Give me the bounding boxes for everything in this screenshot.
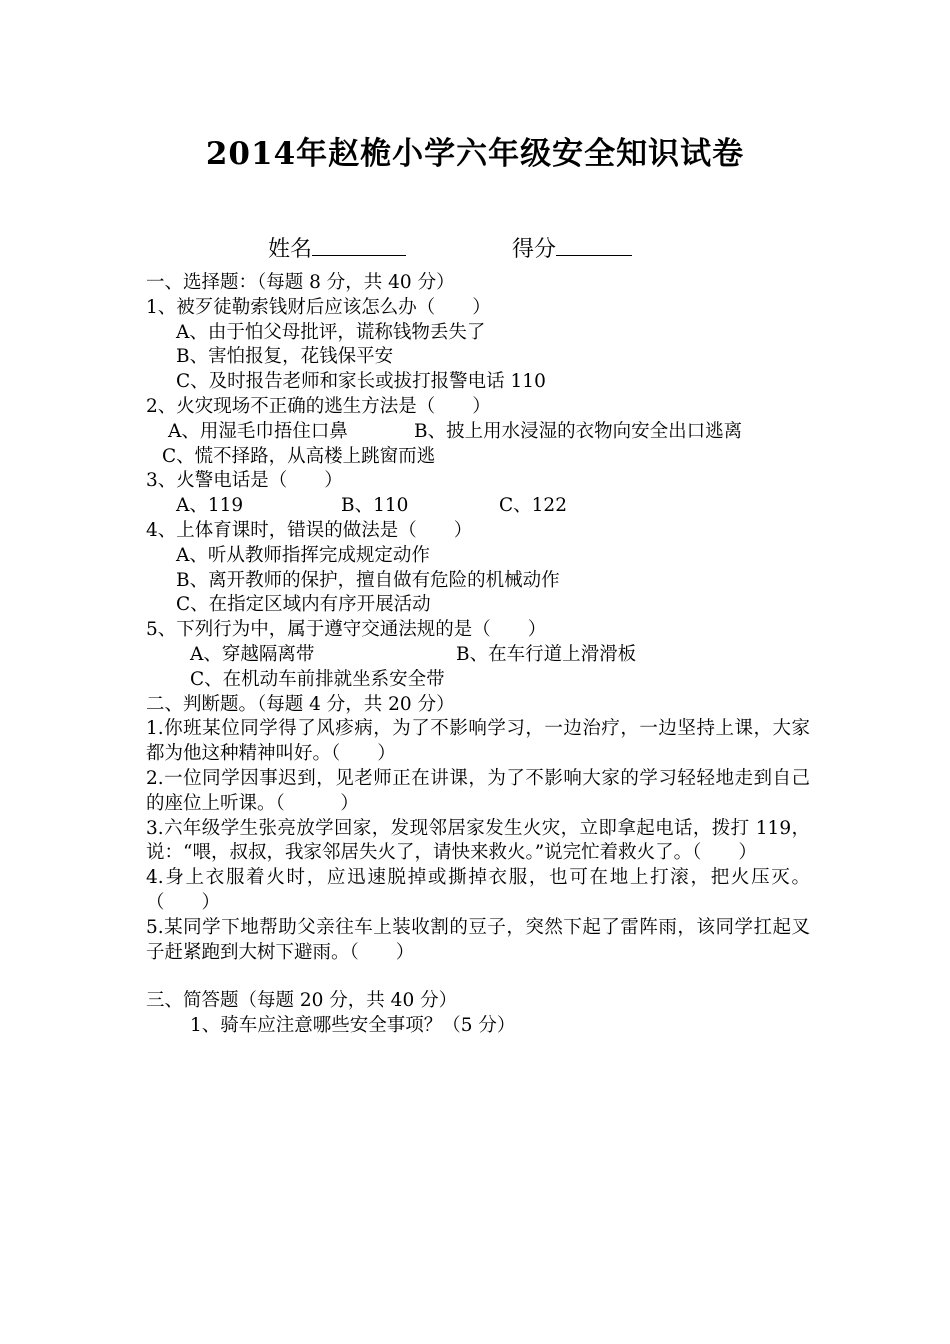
student-info-row [268,232,632,263]
score-label: 得分 [512,237,557,262]
question-5-option-c: C、在机动车前排就坐系安全带 [190,668,445,690]
question-4-option-a: A、听从教师指挥完成规定动作 [176,544,430,566]
score-blank[interactable] [556,233,632,256]
exam-content [146,271,810,1039]
question-4-option-c: C、在指定区域内有序开展活动 [176,594,431,616]
judgment-item-1: 1.你班某位同学得了风疹病，为了不影响学习，一边治疗，一边坚持上课，大家都为他这种精神叫好。（ ） [146,718,810,765]
question-3-option-a: A、119 [176,495,244,517]
question-5-option-b: B、在车行道上滑滑板 [456,643,637,665]
judgment-item-3: 3.六年级学生张亮放学回家，发现邻居家发生火灾，立即拿起电话，拨打 119，说：“喂，叔叔，我家邻居失火了，请快来救火。”说完忙着救火了。（ ） [146,817,810,864]
question-5-option-a: A、穿越隔离带 [190,643,315,665]
judgment-item-4: 4.身上衣服着火时，应迅速脱掉或撕掉衣服，也可在地上打滚，把火压灭。（ ） [146,867,810,913]
question-2-options-row [146,420,810,445]
question-5-options-row [146,643,810,668]
question-2-option-c: C、慌不择路，从高楼上跳窗而逃 [162,445,436,467]
question-1-stem: 1、被歹徒勒索钱财后应该怎么办（ ） [146,296,491,318]
section2-heading: 二、判断题。（每题 4 分，共 20 分） [146,693,455,715]
judgment-item-2: 2.一位同学因事迟到，见老师正在讲课，为了不影响大家的学习轻轻地走到自己的座位上听课。（ ） [146,767,810,814]
question-5-stem: 5、下列行为中，属于遵守交通法规的是（ ） [146,619,547,641]
question-2-option-a: A、用湿毛巾捂住口鼻 [168,420,348,442]
question-4-stem: 4、上体育课时，错误的做法是（ ） [146,519,473,541]
question-2-stem: 2、火灾现场不正确的逃生方法是（ ） [146,395,491,417]
question-4-option-b: B、离开教师的保护，擅自做有危险的机械动作 [176,569,560,591]
name-blank[interactable] [312,233,406,256]
question-3-option-c: C、122 [499,495,567,517]
question-1-option-b: B、害怕报复，花钱保平安 [176,346,394,368]
name-label: 姓名 [268,237,313,262]
question-1-option-c: C、及时报告老师和家长或拔打报警电话 110 [176,371,546,393]
section3-heading: 三、简答题（每题 20 分，共 40 分） [146,990,458,1012]
question-3-options-row [146,494,810,519]
judgment-item-5: 5.某同学下地帮助父亲往车上装收割的豆子，突然下起了雷阵雨，该同学扛起叉子赶紧跑到大树下避雨。（ ） [146,916,810,963]
question-3-stem: 3、火警电话是（ ） [146,470,343,492]
question-2-option-b: B、披上用水浸湿的衣物向安全出口逃离 [414,420,743,442]
section1-heading: 一、选择题：（每题 8 分，共 40 分） [146,272,455,293]
exam-title: 2014年赵桅小学六年级安全知识试卷 [205,136,745,172]
short-answer-question-1: 1、骑车应注意哪些安全事项？（5 分） [190,1015,516,1037]
question-1-option-a: A、由于怕父母批评，谎称钱物丢失了 [176,321,486,343]
question-3-option-b: B、110 [341,495,409,517]
